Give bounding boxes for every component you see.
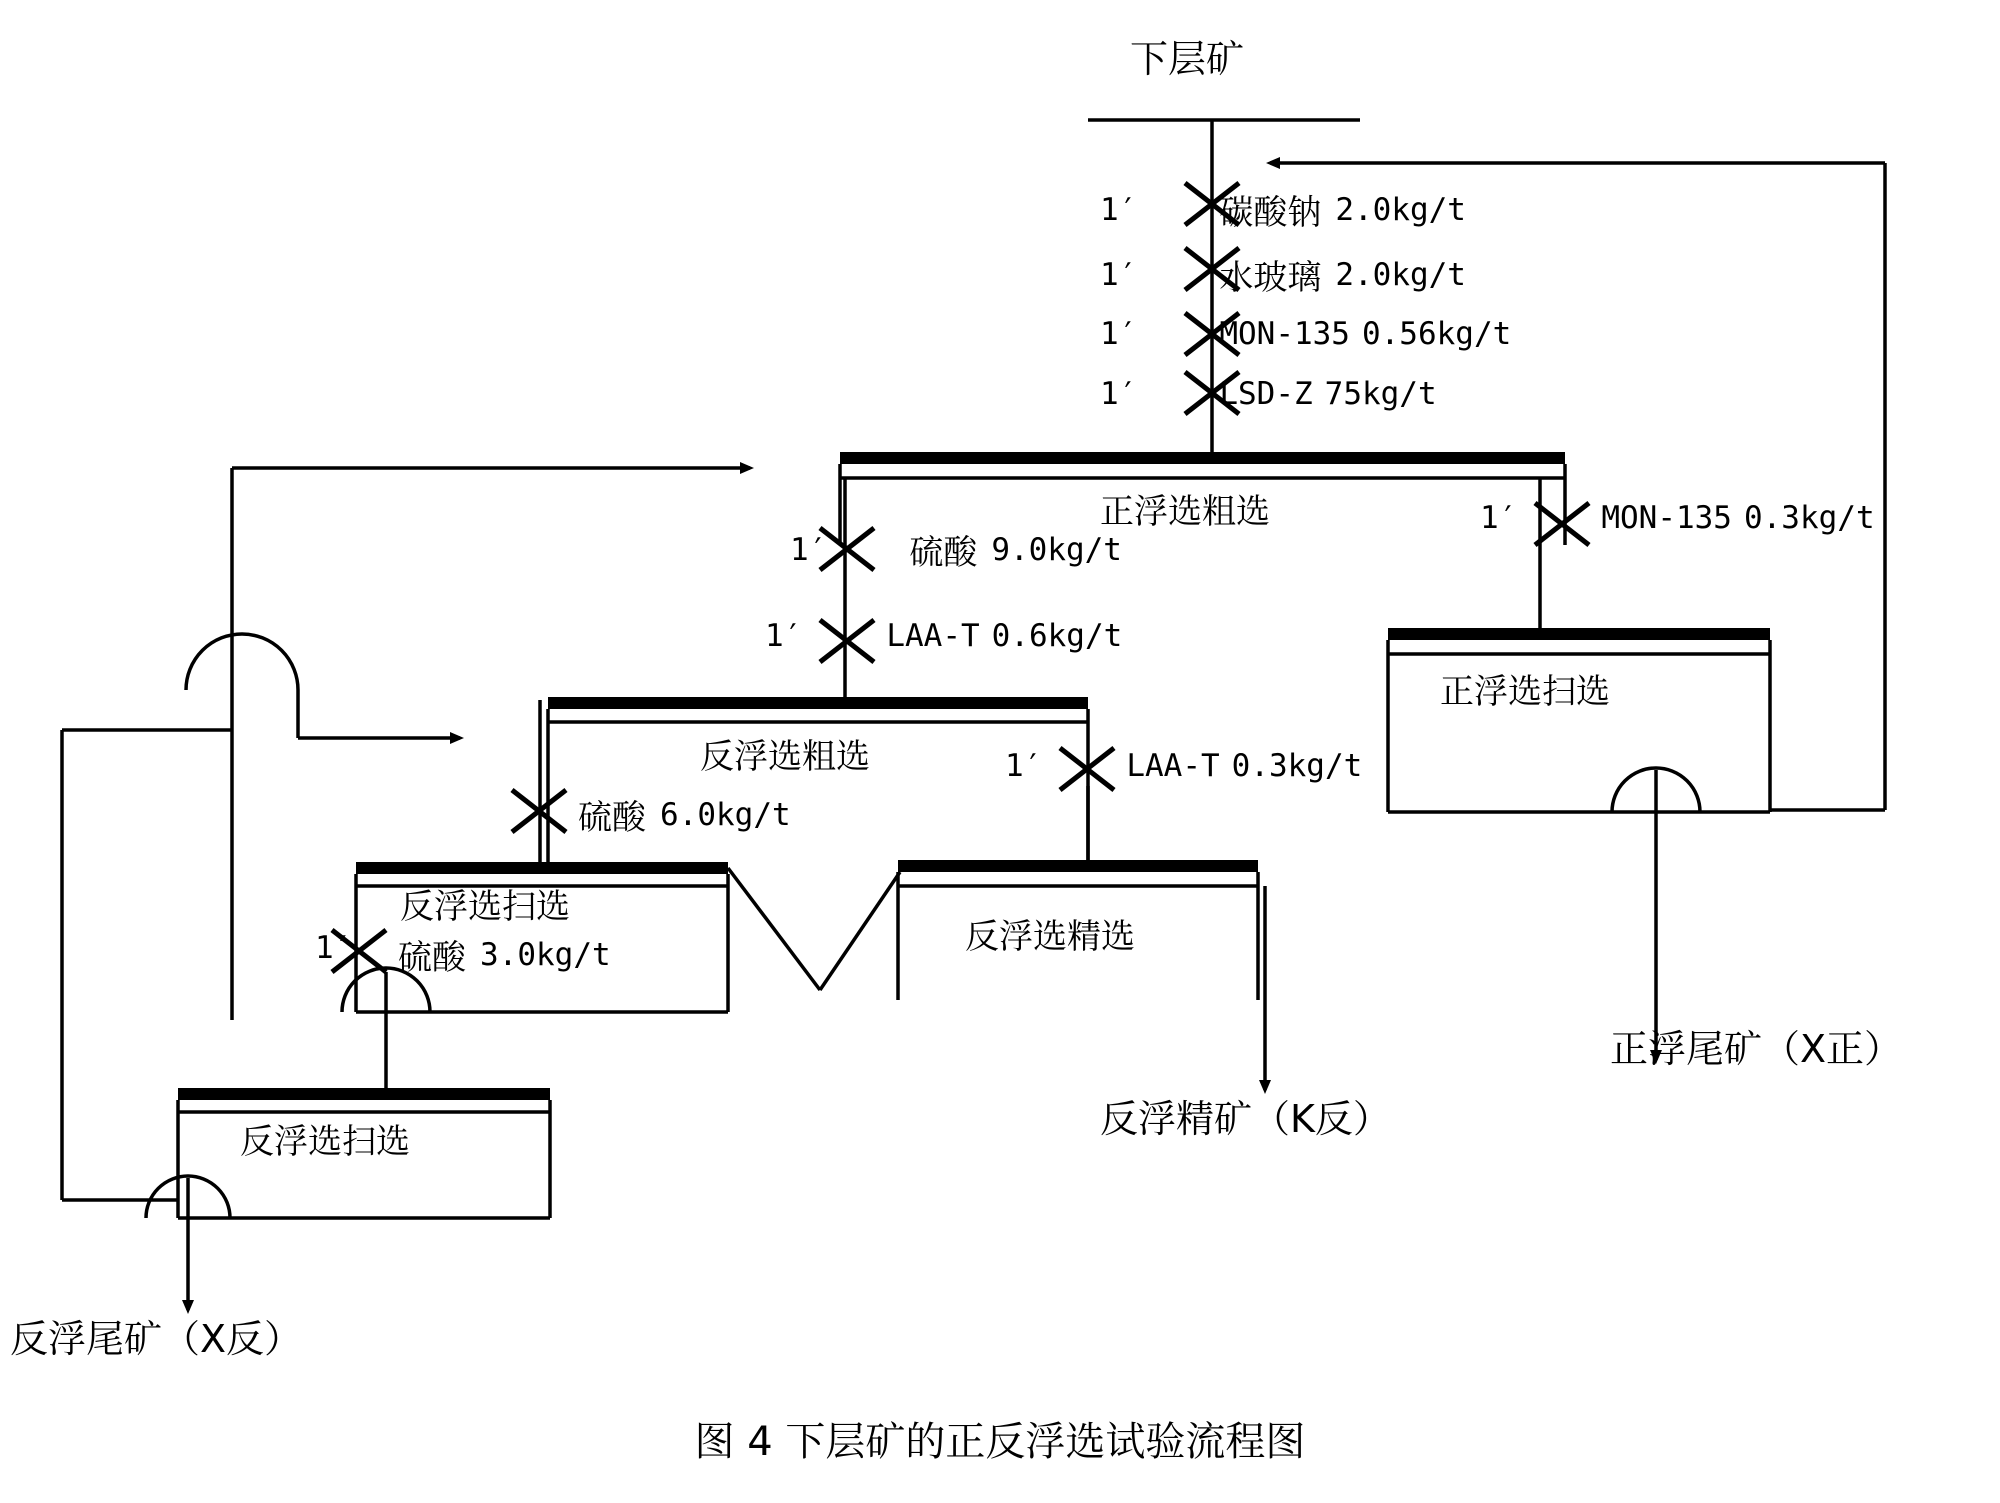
tick-time: 1′ xyxy=(1100,376,1138,412)
tick-time: 1′ xyxy=(765,618,803,654)
reagent-name: MON-135 xyxy=(1219,316,1350,352)
reagent-row-waterglass xyxy=(1100,250,1466,299)
reagent-row-acid-9 xyxy=(790,525,1122,574)
reagent-row-acid-6 xyxy=(578,790,791,839)
reagent-name: MON-135 xyxy=(1601,500,1732,536)
reagent-amount: 0.3kg/t xyxy=(1743,500,1875,536)
cell-label-reverse-rougher: 反浮选粗选 xyxy=(700,737,870,777)
cell-label-direct-scavenger: 正浮选扫选 xyxy=(1440,672,1610,712)
tick-time: 1′ xyxy=(315,930,353,966)
reagent-row-mon135-scavenger xyxy=(1480,500,1875,536)
reagent-amount: 0.56kg/t xyxy=(1361,316,1512,352)
cell-label-reverse-scavenger-2: 反浮选扫选 xyxy=(240,1122,410,1162)
reagent-name: 硫酸 xyxy=(578,798,646,838)
feed-label: 下层矿 xyxy=(1130,37,1245,81)
reagent-amount: 9.0kg/t xyxy=(991,531,1122,568)
reagent-row-lsdz xyxy=(1100,376,1437,412)
reagent-row-acid-3-tick xyxy=(315,930,352,966)
cell-label-reverse-cleaner: 反浮选精选 xyxy=(965,917,1135,957)
tick-time: 1′ xyxy=(1100,316,1138,352)
reagent-amount: 75kg/t xyxy=(1324,376,1437,412)
reagent-amount: 0.3kg/t xyxy=(1231,748,1363,784)
reagent-row-laat-03 xyxy=(1005,748,1362,784)
figure-caption: 图 4 下层矿的正反浮选试验流程图 xyxy=(694,1419,1306,1465)
cell-label-reverse-scavenger-1: 反浮选扫选 xyxy=(400,887,570,927)
reagent-name: LSD-Z xyxy=(1219,376,1313,412)
product-label-reverse-concentrate: 反浮精矿（K反） xyxy=(1100,1097,1391,1141)
reagent-name: 碳酸钠 xyxy=(1219,193,1322,233)
reagent-amount: 6.0kg/t xyxy=(660,796,791,833)
reagent-name: LAA-T xyxy=(886,618,980,654)
cell-label-direct-rougher: 正浮选粗选 xyxy=(1100,492,1270,532)
tick-time: 1′ xyxy=(1480,500,1518,536)
tick-time: 1′ xyxy=(1005,748,1043,784)
product-label-reverse-tailings: 反浮尾矿（X反） xyxy=(10,1317,303,1361)
reagent-name: 水玻璃 xyxy=(1219,258,1322,298)
reagent-row-mon135-rougher xyxy=(1100,316,1511,352)
product-label-direct-tailings: 正浮尾矿（X正） xyxy=(1610,1027,1903,1071)
reagent-amount: 3.0kg/t xyxy=(480,936,611,973)
reagent-row-carbonate xyxy=(1100,185,1466,234)
tick-time: 1′ xyxy=(790,531,828,568)
reagent-name: 硫酸 xyxy=(909,533,978,573)
reagent-amount: 0.6kg/t xyxy=(991,618,1123,654)
reagent-amount: 2.0kg/t xyxy=(1335,191,1466,228)
reagent-row-laat-06 xyxy=(765,618,1122,654)
reagent-row-acid-3 xyxy=(398,930,611,979)
tick-time: 1′ xyxy=(1100,191,1138,228)
reagent-name: 硫酸 xyxy=(398,938,466,978)
reagent-amount: 2.0kg/t xyxy=(1335,256,1466,293)
reagent-name: LAA-T xyxy=(1126,748,1220,784)
tick-time: 1′ xyxy=(1100,256,1138,293)
